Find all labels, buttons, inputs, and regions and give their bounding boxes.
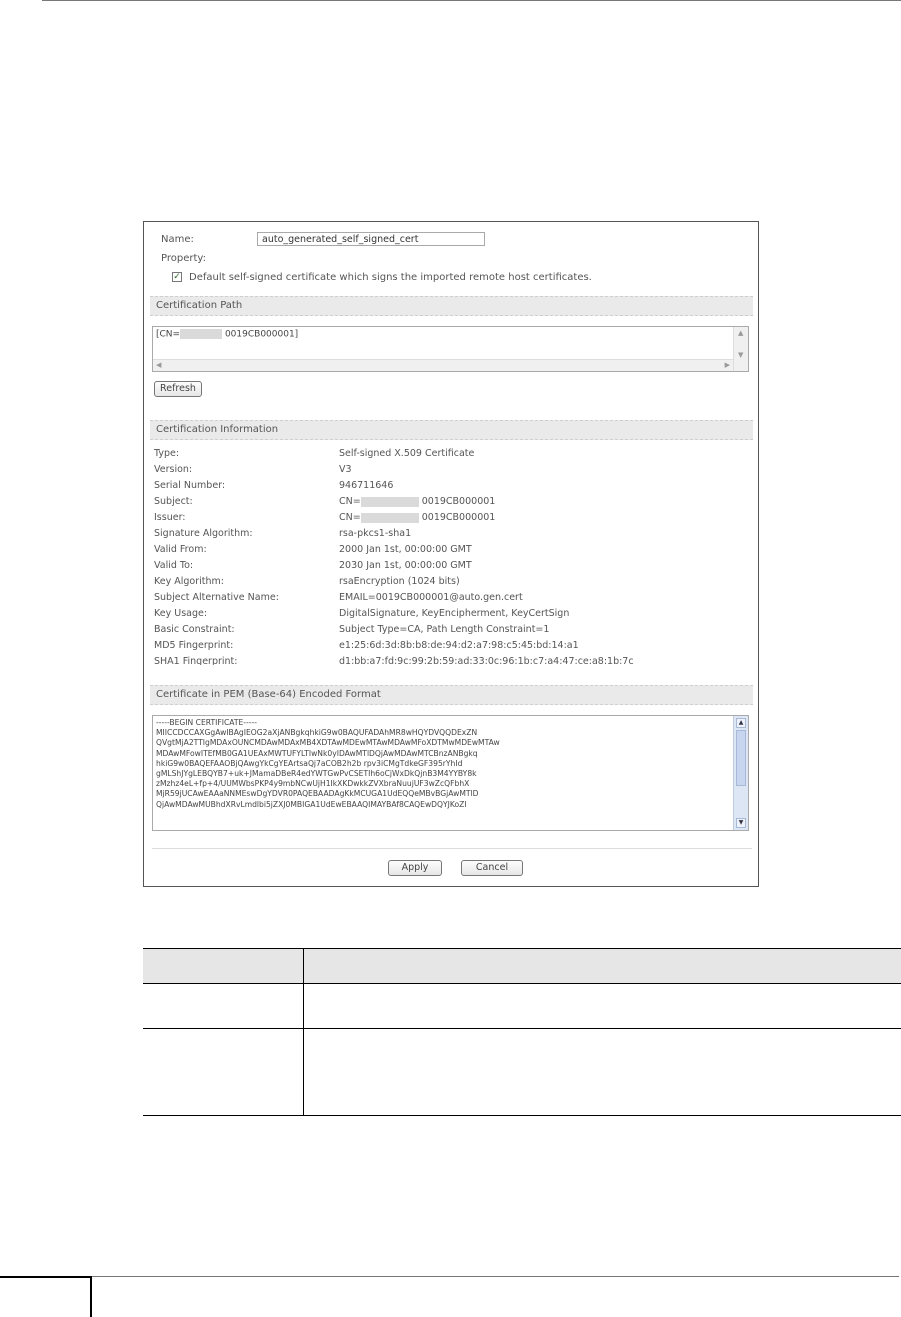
table-row [143, 1029, 901, 1116]
table-cell [143, 984, 304, 1029]
info-value: 2030 Jan 1st, 00:00:00 GMT [339, 560, 472, 571]
certification-information-heading: Certification Information [150, 420, 753, 440]
pem-format-heading: Certificate in PEM (Base-64) Encoded Format [150, 685, 753, 705]
certification-path-heading: Certification Path [150, 296, 753, 316]
scrollbar-thumb[interactable] [736, 730, 746, 786]
path-vertical-scrollbar[interactable] [733, 327, 748, 371]
pem-vertical-scrollbar[interactable] [733, 716, 748, 830]
table-cell [304, 984, 901, 1029]
divider [152, 848, 752, 849]
info-label: Subject Alternative Name: [154, 592, 279, 603]
name-label: Name: [161, 234, 194, 245]
info-label: Subject: [154, 496, 193, 507]
scroll-down-icon[interactable]: ▼ [738, 351, 744, 359]
path-horizontal-scrollbar[interactable] [153, 359, 733, 371]
table-row [143, 984, 901, 1029]
scroll-down-icon[interactable]: ▼ [736, 818, 746, 828]
info-value: 2000 Jan 1st, 00:00:00 GMT [339, 544, 472, 555]
redacted-block [361, 513, 419, 523]
scroll-left-icon[interactable]: ◀ [156, 361, 162, 369]
table-header-row [143, 949, 901, 984]
info-label: SHA1 Fingerprint: [154, 656, 238, 665]
info-value: Subject Type=CA, Path Length Constraint=1 [339, 624, 550, 635]
info-value: 946711646 [339, 480, 394, 491]
scroll-up-icon[interactable]: ▲ [736, 718, 746, 728]
info-value: e1:25:6d:3d:8b:b8:de:94:d2:a7:98:c5:45:bd:14:a1 [339, 640, 579, 651]
cancel-button[interactable]: Cancel [461, 860, 523, 876]
info-label: MD5 Fingerprint: [154, 640, 234, 651]
info-label: Serial Number: [154, 480, 226, 491]
info-value: Self-signed X.509 Certificate [339, 448, 475, 459]
info-value: CN= 0019CB000001 [339, 496, 496, 507]
info-value: EMAIL=0019CB000001@auto.gen.cert [339, 592, 523, 603]
default-cert-checkbox[interactable] [172, 272, 182, 282]
info-value: CN= 0019CB000001 [339, 512, 496, 523]
scroll-up-icon[interactable]: ▲ [738, 329, 744, 337]
info-value: rsa-pkcs1-sha1 [339, 528, 412, 539]
table-header-cell [143, 949, 304, 984]
info-label: Issuer: [154, 512, 186, 523]
certification-path-box[interactable] [152, 326, 749, 372]
table-cell [143, 1029, 304, 1116]
info-value: d1:bb:a7:fd:9c:99:2b:59:ad:33:0c:96:1b:c7:a4:47:ce:a8:1b:7c [339, 656, 634, 665]
footer-rule [92, 1276, 899, 1277]
info-label: Valid From: [154, 544, 207, 555]
scroll-right-icon[interactable]: ▶ [724, 361, 730, 369]
info-label: Valid To: [154, 560, 194, 571]
redacted-block [180, 329, 222, 339]
info-label: Version: [154, 464, 193, 475]
refresh-button[interactable]: Refresh [154, 381, 202, 397]
info-label: Basic Constraint: [154, 624, 235, 635]
pem-text: -----BEGIN CERTIFICATE----- MIICCDCCAXGgAwIBAgIEOG2aXjANBgkqhkiG9w0BAQUFADAhMR8wHQYDVQQDExZN QVgtMjA2TTIgMDAxOUNCMDAwMDAxMB4XDTAwMDEwMTAwMDAwMFoXDTMwMDEwMTAw MDAwMFowITEfMB0GA1UEAxMWTUFYLTIwNk0yIDAwMTlDQjAwMDAwMTCBnzANBgkq hkiG9w0BAQEFAAOBjQAwgYkCgYEArtsaQj7aCOB2h2b rpv3iCMgTdkeGF395rYhId gMLShJYgLEBQYB7+uk+JMamaDBeR4edYWTGwPvCSETIh6oCjWxDkQjnB3M4YYBY8k zMzhz4eL+fp+4/UUMWbsPKP4y9mbNCwUjH1IkXKDwkkZVXbraNuujUF3wZcQFbhX MjR59jUCAwEAAaNNMEswDgYDVR0PAQEBAADAgKkMCUGA1UdEQQeMBvBGjAwMTlD QjAwMDAwMUBhdXRvLmdlbi5jZXJ0MBIGA1UdEwEBAAQIMAYBAf8CAQEwDQYJKoZI [156, 718, 500, 809]
table-cell [304, 1029, 901, 1116]
top-rule [42, 0, 901, 1]
info-label: Signature Algorithm: [154, 528, 253, 539]
page-number-box [0, 1276, 92, 1317]
info-label: Key Algorithm: [154, 576, 224, 587]
info-value: DigitalSignature, KeyEncipherment, KeyCertSign [339, 608, 570, 619]
apply-button[interactable]: Apply [388, 860, 442, 876]
description-table [143, 948, 901, 1116]
default-cert-checkbox-label: Default self-signed certificate which signs the imported remote host certificates. [189, 272, 592, 283]
redacted-block [361, 497, 419, 507]
certification-path-entry: [CN= 0019CB000001] [156, 329, 299, 340]
check-mark-icon: ✓ [173, 272, 181, 282]
info-label: Type: [154, 448, 180, 459]
info-value: rsaEncryption (1024 bits) [339, 576, 460, 587]
name-input[interactable] [257, 232, 485, 246]
info-label: Key Usage: [154, 608, 208, 619]
property-label: Property: [161, 253, 206, 264]
table-header-cell [304, 949, 901, 984]
pem-textarea[interactable] [152, 715, 749, 831]
info-value: V3 [339, 464, 352, 475]
certificate-edit-panel [143, 221, 759, 887]
